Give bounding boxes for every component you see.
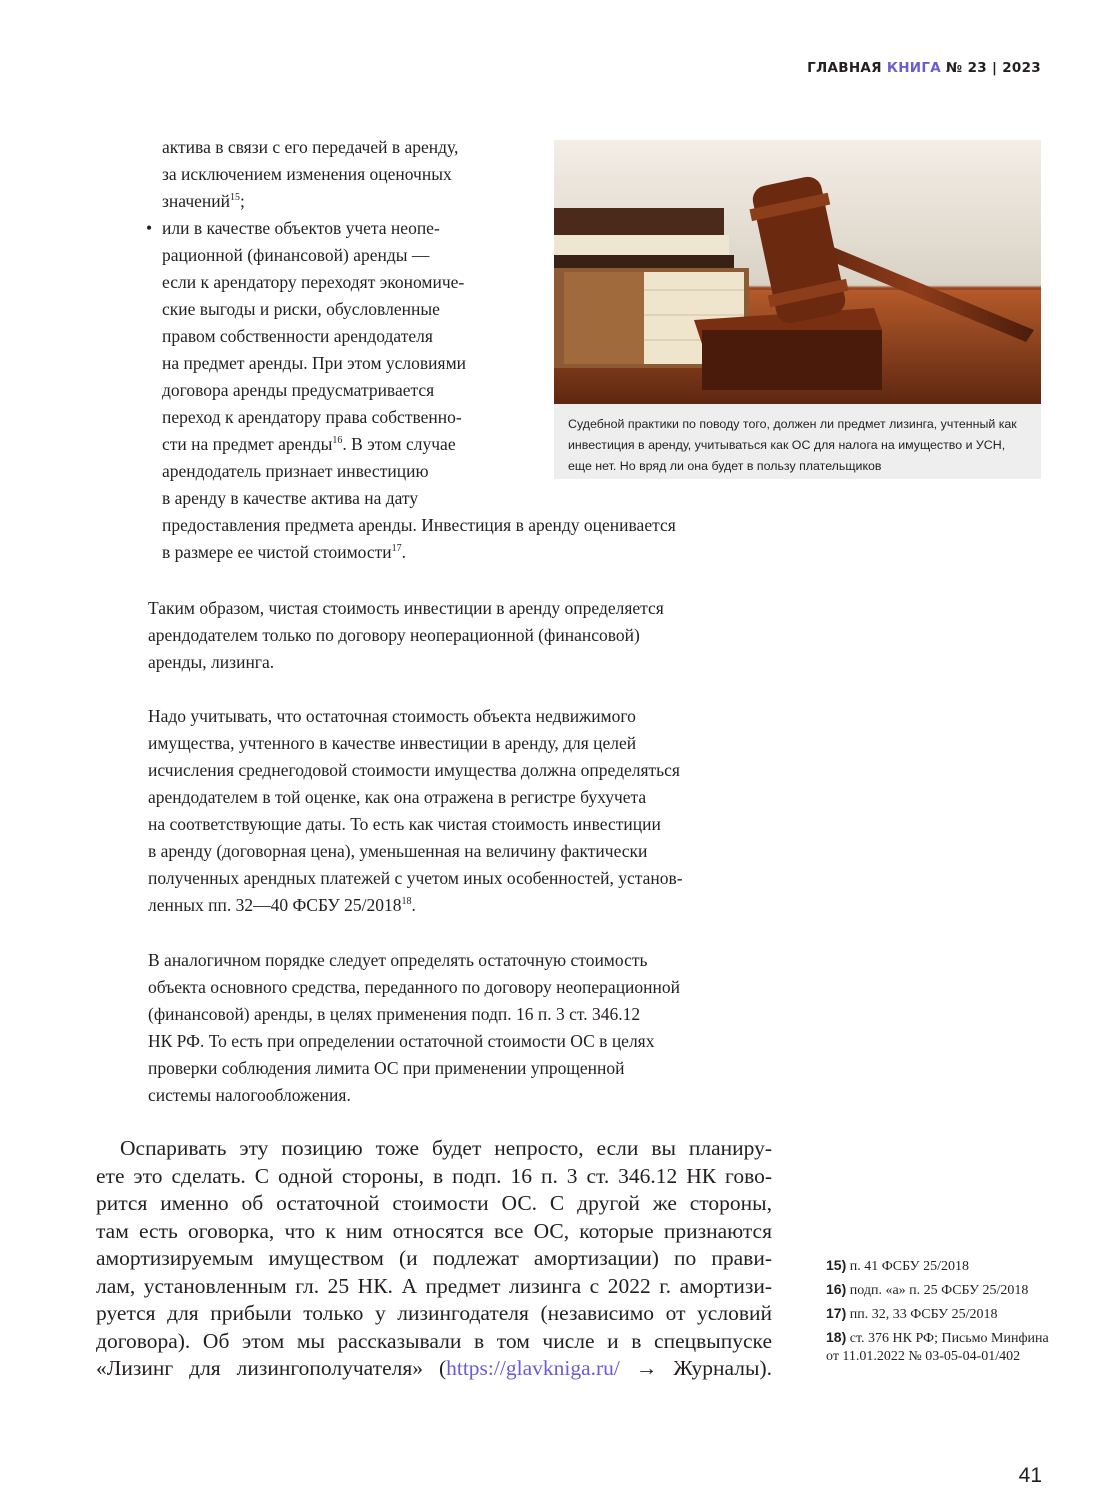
caption-line: еще нет. Но вряд ли она будет в пользу плательщиков <box>568 459 882 473</box>
text-line: сти на предмет аренды$^{16}$. В этом случае <box>162 434 456 454</box>
caption-line: инвестиция в аренду, учитываться как ОС для налога на имущество и УСН, <box>568 438 1006 452</box>
footnotes <box>826 1256 1056 1370</box>
text-line: рационной (финансовой) аренды — <box>162 245 430 265</box>
text-line: арендодателем в той оценке, как она отражена в регистре бухучета <box>148 787 647 807</box>
footnote-18: 18) ст. 376 НК РФ; Письмо Минфина от 11.01.2022 № 03-05-04-01/402 <box>826 1329 1049 1364</box>
page-number: 41 <box>1018 1464 1042 1487</box>
text-line: значений$^{15}$; <box>162 191 245 211</box>
text-line: лам, установленным гл. 25 НК. А предмет лизинга с 2022 г. амортизи- <box>96 1273 772 1298</box>
text-line: там есть оговорка, что к ним относятся все ОС, которые признаются <box>96 1218 772 1243</box>
text-line: аренды, лизинга. <box>148 652 275 672</box>
text-line: НК РФ. То есть при определении остаточной стоимости ОС в целях <box>148 1031 655 1051</box>
text-line: Надо учитывать, что остаточная стоимость объекта недвижимого <box>148 706 636 726</box>
figure-gavel-photo <box>554 140 1041 479</box>
text-line: «Лизинг для лизингополучателя» (https://glavkniga.ru/ → Журналы). <box>96 1356 772 1380</box>
text-line: за исключением изменения оценочных <box>162 164 452 184</box>
footnote-ref: 17 <box>391 543 402 555</box>
text-line: в аренду в качестве актива на дату <box>162 488 419 508</box>
text-line: правом собственности арендодателя <box>162 326 433 346</box>
footnote-ref: 18 <box>401 896 412 908</box>
text-line: Оспаривать эту позицию тоже будет непросто, если вы планиру- <box>120 1136 772 1160</box>
text-line: ские выгоды и риски, обусловленные <box>162 299 440 319</box>
footnote-16: 16) подп. «а» п. 25 ФСБУ 25/2018 <box>826 1281 1029 1298</box>
footnote-ref: 15 <box>230 192 241 204</box>
glavkniga-link[interactable]: https://glavkniga.ru/ <box>446 1356 620 1380</box>
footnote-15: 15) п. 41 ФСБУ 25/2018 <box>826 1257 969 1274</box>
text-line: в аренду (договорная цена), уменьшенная на величину фактически <box>148 841 648 861</box>
text-line: амортизируемым имуществом (и подлежат амортизации) по прави- <box>96 1246 772 1270</box>
text-line: предоставления предмета аренды. Инвестиция в аренду оценивается <box>162 515 676 535</box>
text-line: или в качестве объектов учета неопе- <box>162 218 440 238</box>
continued-list-item <box>162 134 458 215</box>
text-line: В аналогичном порядке следует определять остаточную стоимость <box>148 950 648 970</box>
text-line: системы налогообложения. <box>148 1085 351 1105</box>
paragraph-residual-value <box>148 703 683 919</box>
text-line: договора аренды предусматривается <box>162 380 435 400</box>
text-line: переход к арендатору права собственно- <box>162 407 462 427</box>
text-line: объекта основного средства, переданного по договору неоперационной <box>148 977 681 997</box>
text-line: рится именно об остаточной стоимости ОС. С другой же стороны, <box>96 1191 772 1215</box>
text-line: договора). Об этом мы рассказывали в том числе и в спецвыпуске <box>96 1328 772 1353</box>
footnote-ref: 16 <box>332 435 343 447</box>
caption-line: Судебной практики по поводу того, должен ли предмет лизинга, учтенный как <box>568 417 1017 431</box>
header-title-part1: ГЛАВНАЯ <box>807 60 887 76</box>
paragraph-conclusion <box>148 595 664 676</box>
running-header <box>807 60 1041 76</box>
text-line: если к арендатору переходят экономиче- <box>162 272 465 292</box>
footnote-17: 17) пп. 32, 33 ФСБУ 25/2018 <box>826 1305 998 1322</box>
text-line: актива в связи с его передачей в аренду, <box>162 137 459 157</box>
text-line: ете это сделать. С одной стороны, в подп. 16 п. 3 ст. 346.12 НК гово- <box>96 1163 772 1188</box>
text-line: в размере ее чистой стоимости$^{17}$. <box>162 542 407 562</box>
text-line: на соответствующие даты. То есть как чистая стоимость инвестиции <box>148 814 661 834</box>
main-body-paragraph <box>96 1135 772 1383</box>
gavel-photo <box>554 140 1041 404</box>
text-line: проверки соблюдения лимита ОС при применении упрощенной <box>148 1058 625 1078</box>
text-line: (финансовой) аренды, в целях применения подп. 16 п. 3 ст. 346.12 <box>148 1004 641 1024</box>
bullet-marker: • <box>146 218 153 238</box>
figure-caption <box>568 414 1033 477</box>
text-line: имущества, учтенного в качестве инвестиции в аренду, для целей <box>148 733 637 753</box>
text-line: полученных арендных платежей с учетом иных особенностей, установ- <box>148 868 683 888</box>
paragraph-similar-order <box>148 947 680 1109</box>
header-title-part2: КНИГА <box>886 60 942 76</box>
text-line: на предмет аренды. При этом условиями <box>162 353 467 373</box>
header-issue: № 23 | 2023 <box>941 60 1041 76</box>
text-line: руется для прибыли только у лизингодателя (независимо от условий <box>96 1301 772 1325</box>
text-line: Таким образом, чистая стоимость инвестиции в аренду определяется <box>148 598 664 618</box>
text-line: арендодателем только по договору неоперационной (финансовой) <box>148 625 640 645</box>
text-line: исчисления среднегодовой стоимости имущества должна определяться <box>148 760 680 780</box>
text-line: ленных пп. 32—40 ФСБУ 25/2018$^{18}$. <box>148 895 416 915</box>
text-line: арендодатель признает инвестицию <box>162 461 429 481</box>
